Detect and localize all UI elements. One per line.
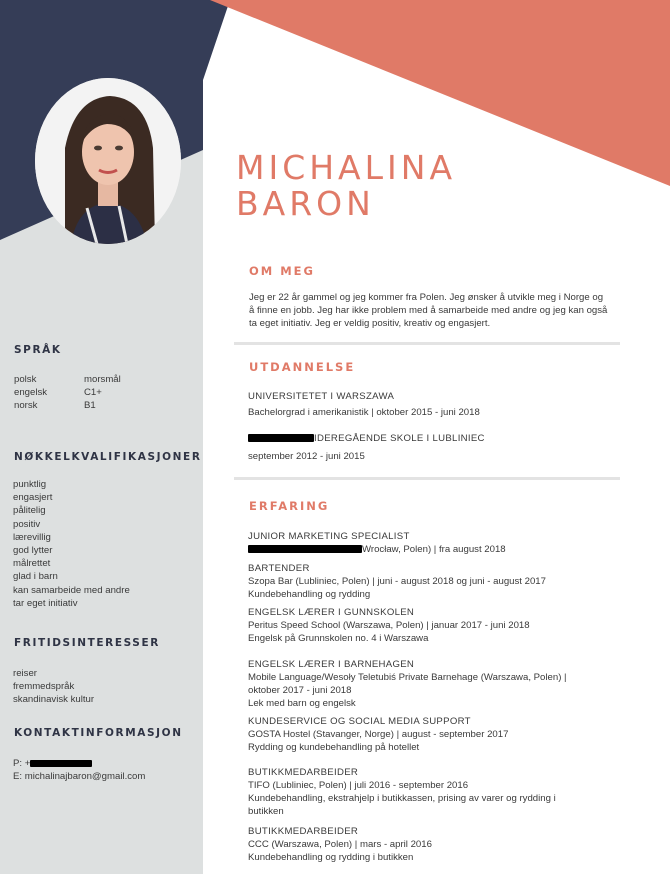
divider [234, 477, 620, 480]
about-text: Jeg er 22 år gammel og jeg kommer fra Polen. Jeg ønsker å utvikle meg i Norge og å finne en jobb. Jeg har ikke problem med å samarbeide med andre og jeg kan også ta eget initiativ. Jeg er veldig positiv, kreativ og engasjert. [249, 292, 608, 329]
experience-entry-line: Lek med barn og engelsk [248, 698, 356, 709]
skill-item: god lytter [13, 545, 53, 557]
contact-phone [13, 757, 92, 770]
education-entry-title: IDEREGÅENDE SKOLE I LUBLINIEC [314, 433, 485, 444]
skill-item: positiv [13, 518, 41, 530]
experience-entry-title: BUTIKKMEDARBEIDER [248, 826, 359, 837]
divider [234, 342, 620, 345]
experience-entry-title: BUTIKKMEDARBEIDER [248, 767, 359, 778]
interest-item: skandinavisk kultur [13, 694, 95, 706]
skills-title: NØKKELKVALIFIKASJONER [14, 451, 202, 463]
last-name: BARON [236, 184, 375, 223]
interest-item: reiser [13, 668, 37, 679]
skill-item: glad i barn [13, 571, 58, 583]
languages-title: SPRÅK [14, 344, 62, 356]
experience-entry [248, 766, 608, 818]
experience-entry-title: BARTENDER [248, 563, 310, 574]
experience-entry-title: ENGELSK LÆRER I BARNEHAGEN [248, 659, 415, 670]
language-level: morsmål [84, 374, 121, 385]
about-title: OM MEG [249, 264, 315, 278]
education-entry-title-row [248, 432, 608, 445]
interests-title: FRITIDSINTERESSER [14, 637, 160, 649]
experience-entry-title: KUNDESERVICE OG SOCIAL MEDIA SUPPORT [248, 716, 471, 727]
experience-entry-line: GOSTA Hostel (Stavanger, Norge) | august - september 2017 [248, 729, 509, 740]
experience-entry [248, 562, 608, 601]
experience-entry [248, 825, 608, 864]
profile-photo [35, 78, 181, 244]
experience-entry [248, 715, 608, 754]
skill-item: punktlig [13, 479, 47, 490]
experience-entry-line: Engelsk på Grunnskolen no. 4 i Warszawa [248, 633, 429, 644]
experience-entry-line: Kundebehandling og rydding i butikken [248, 852, 414, 863]
experience-entry [248, 530, 608, 556]
interests-list [13, 667, 94, 707]
skill-item: engasjert [13, 492, 53, 504]
skill-item: lærevillig [13, 531, 51, 543]
skills-list [13, 478, 130, 610]
experience-entry-line: Kundebehandling, ekstrahjelp i butikkassen, prising av varer og rydding i [248, 793, 556, 804]
experience-entry-line: Mobile Language/Wesoły Teletubiś Private Barnehage (Warszawa, Polen) | [248, 672, 567, 683]
skill-item: pålitelig [13, 505, 46, 517]
languages-list [14, 373, 121, 413]
experience-entry-title: ENGELSK LÆRER I GUNNSKOLEN [248, 607, 415, 618]
experience-entry-line: Peritus Speed School (Warszawa, Polen) | januar 2017 - juni 2018 [248, 620, 530, 631]
interest-item: fremmedspråk [13, 681, 75, 693]
education-title: UTDANNELSE [249, 360, 356, 374]
contact-email[interactable]: E: michalinajbaron@gmail.com [13, 771, 146, 782]
phone-label: P: + [13, 758, 31, 769]
redaction-bar [248, 545, 362, 553]
experience-entry-line: Kundebehandling og rydding [248, 589, 371, 600]
skill-item: kan samarbeide med andre [13, 584, 130, 596]
experience-entry [248, 606, 608, 645]
education-entry [248, 432, 608, 463]
experience-entry-line: butikken [248, 806, 284, 817]
skill-item: tar eget initiativ [13, 597, 78, 609]
experience-entry [248, 658, 608, 710]
education-entry [248, 390, 608, 419]
language-level: B1 [84, 400, 96, 412]
experience-entry-line: CCC (Warszawa, Polen) | mars - april 2016 [248, 839, 432, 850]
first-name: MICHALINA [236, 148, 457, 187]
language-name: engelsk [14, 387, 48, 399]
experience-entry-line: TIFO (Lubliniec, Polen) | juli 2016 - september 2016 [248, 780, 469, 791]
redaction-bar [30, 760, 92, 767]
language-name: polsk [14, 374, 37, 385]
language-name: norsk [14, 400, 38, 412]
education-entry-title: UNIVERSITETET I WARSZAWA [248, 391, 395, 402]
education-entry-line: Bachelorgrad i amerikanistik | oktober 2015 - juni 2018 [248, 407, 480, 418]
language-row [14, 373, 121, 386]
experience-entry-line-row [248, 543, 608, 556]
experience-entry-line: oktober 2017 - juni 2018 [248, 685, 352, 696]
experience-entry-line: Szopa Bar (Lubliniec, Polen) | juni - august 2018 og juni - august 2017 [248, 576, 546, 587]
experience-entry-line: Rydding og kundebehandling på hotellet [248, 742, 420, 753]
redaction-bar [248, 434, 314, 442]
experience-title: ERFARING [249, 499, 330, 513]
experience-entry-title: JUNIOR MARKETING SPECIALIST [248, 531, 410, 542]
education-entry-line: september 2012 - juni 2015 [248, 451, 365, 462]
experience-entry-line: Wrocław, Polen) | fra august 2018 [362, 544, 506, 555]
language-row [14, 399, 121, 412]
skill-item: målrettet [13, 558, 51, 570]
portrait-illustration [35, 78, 181, 244]
contact-title: KONTAKTINFORMASJON [14, 727, 183, 739]
language-level: C1+ [84, 387, 102, 399]
language-row [14, 386, 121, 399]
